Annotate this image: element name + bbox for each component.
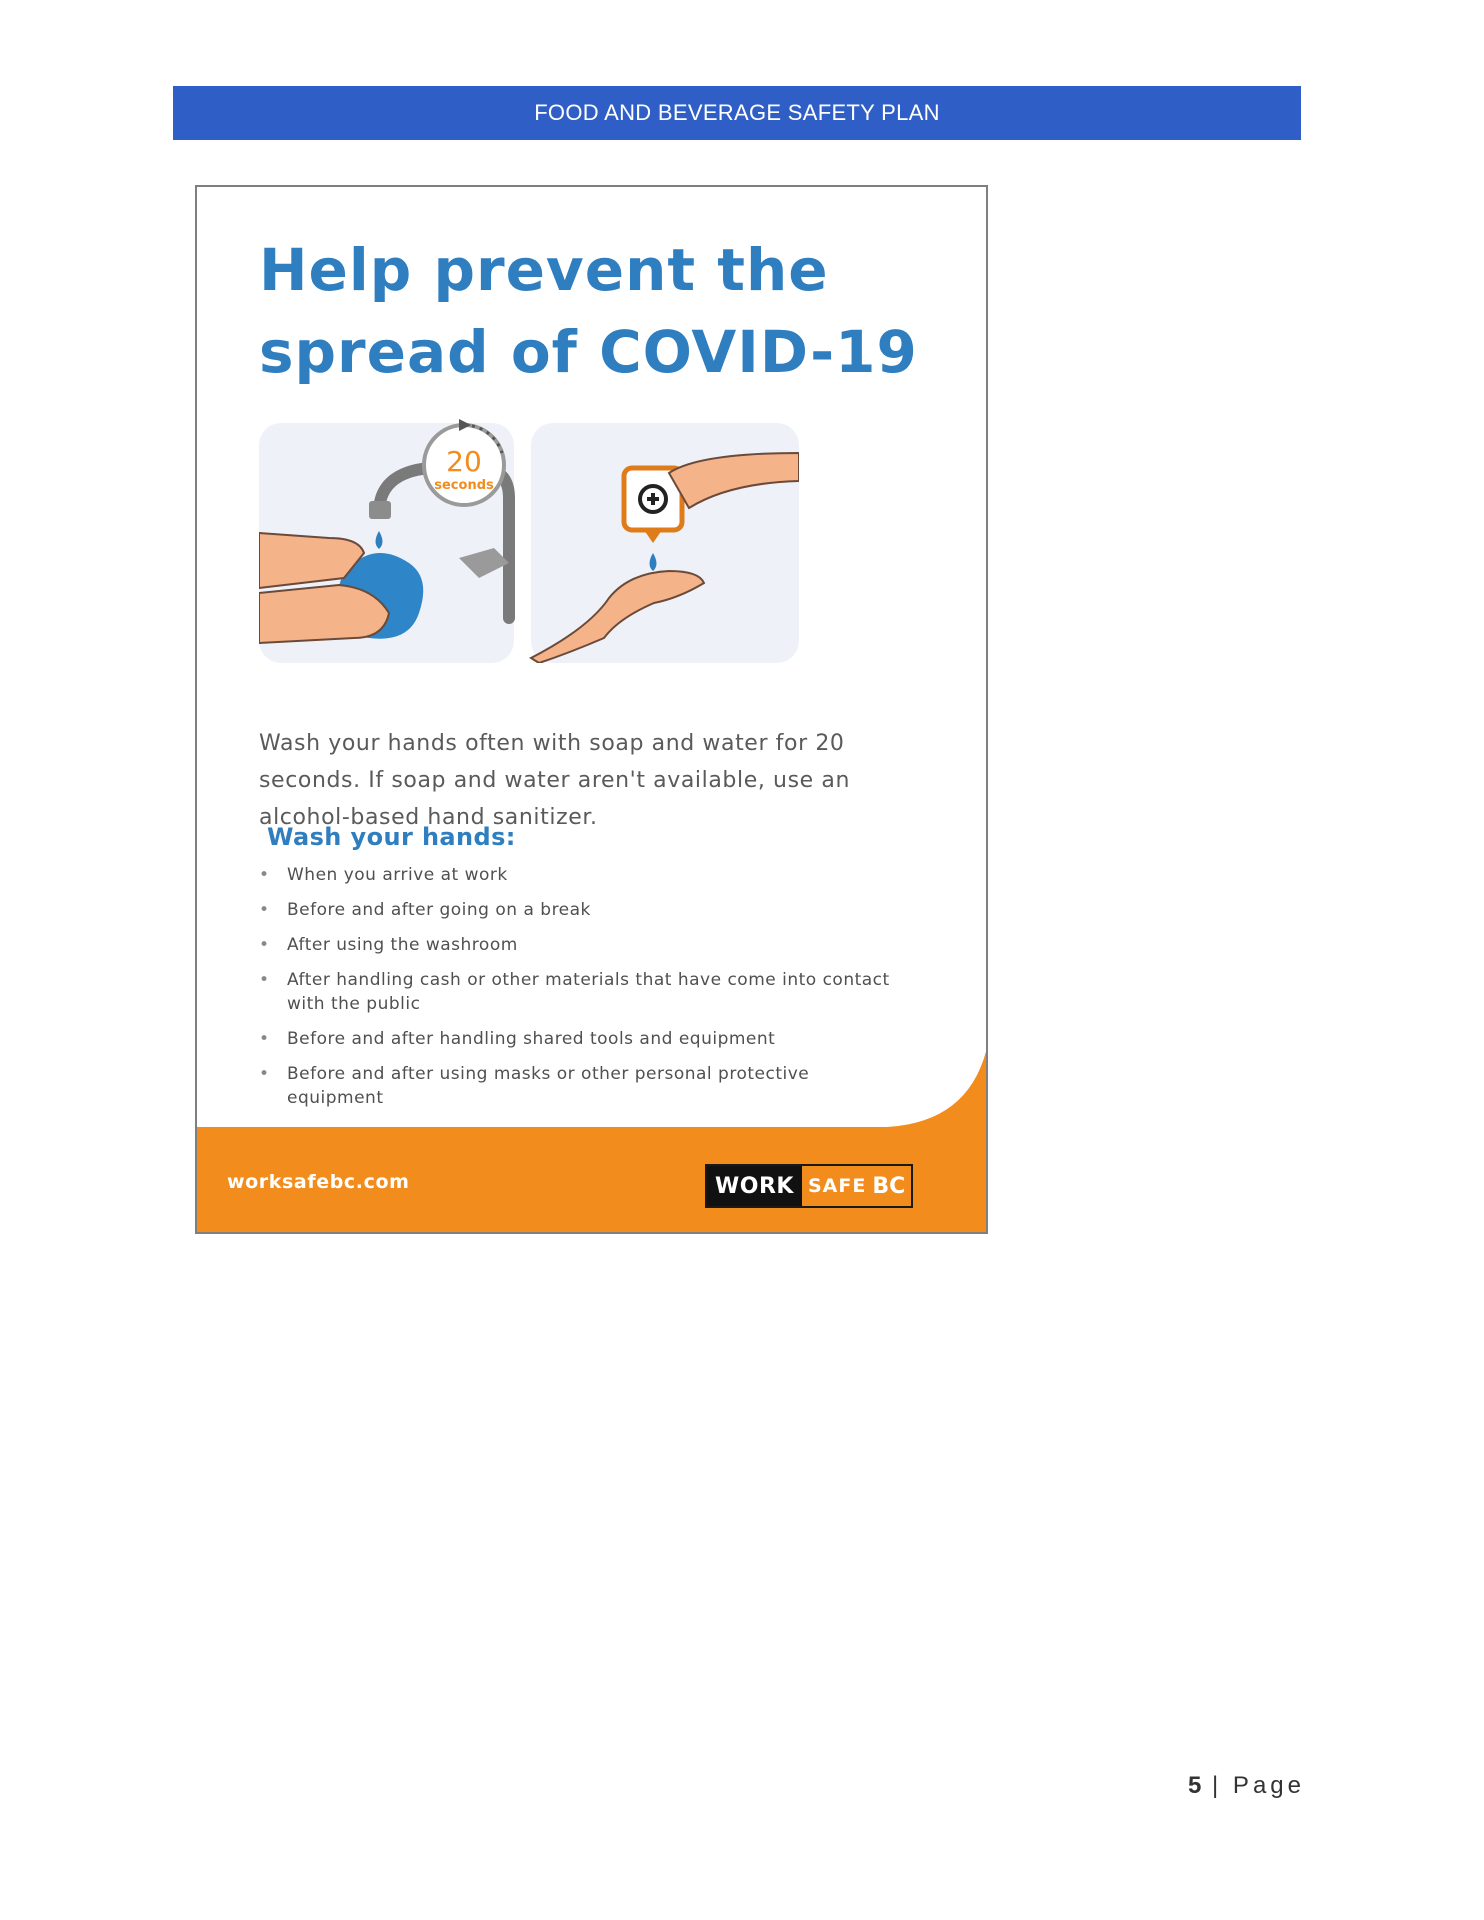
poster-title	[259, 229, 959, 393]
poster-intro-text: Wash your hands often with soap and water for 20 seconds. If soap and water aren't available, use an alcohol-based hand sanitizer.	[259, 731, 850, 830]
poster-subheading: Wash your hands:	[267, 823, 516, 851]
poster-website-link[interactable]: worksafebc.com	[227, 1171, 410, 1193]
list-item: • After handling cash or other materials that have come into contact with the public	[259, 970, 890, 1014]
list-item: • Before and after going on a break	[259, 900, 591, 920]
page-header-bar	[173, 86, 1301, 140]
faucet-spout	[369, 501, 391, 519]
page-number-value: 5	[1188, 1772, 1202, 1799]
timer-number: 20	[446, 445, 482, 478]
timer-unit: seconds	[434, 478, 494, 493]
logo-bc: BC	[872, 1166, 911, 1206]
logo-work: WORK	[707, 1166, 802, 1206]
page-header-title: FOOD AND BEVERAGE SAFETY PLAN	[534, 100, 940, 125]
poster-title-line-1: Help prevent the	[259, 236, 829, 304]
handwashing-illustration	[259, 413, 799, 663]
covid-poster	[195, 185, 988, 1234]
page-number-label: | Page	[1212, 1772, 1305, 1799]
logo-safe: SAFE	[802, 1166, 872, 1206]
right-hand-icon	[259, 585, 389, 643]
worksafebc-logo	[705, 1164, 913, 1208]
poster-title-line-2: spread of COVID-19	[259, 318, 918, 386]
page-number	[1188, 1772, 1305, 1800]
list-item: • After using the washroom	[259, 935, 518, 955]
list-item: • Before and after handling shared tools and equipment	[259, 1029, 776, 1049]
list-item: • When you arrive at work	[259, 865, 508, 885]
list-item: • Before and after using masks or other personal protective equipment	[259, 1064, 810, 1108]
